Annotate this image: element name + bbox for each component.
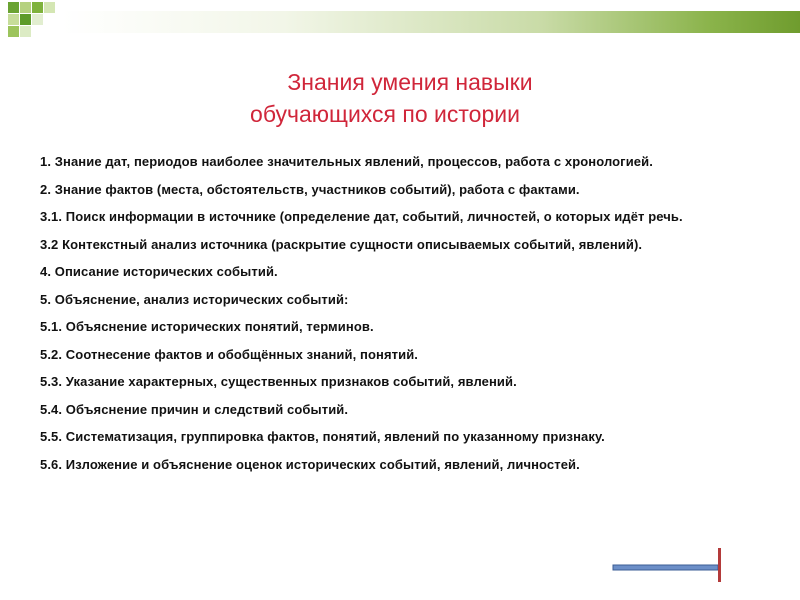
list-item: 5.1. Объяснение исторических понятий, терминов. <box>40 319 374 334</box>
pointer-bar-decoration <box>612 546 724 584</box>
title-line-2: обучающихся по истории <box>250 101 520 127</box>
list-item: 5.5. Систематизация, группировка фактов, понятий, явлений по указанному признаку. <box>40 429 605 444</box>
list-item: 2. Знание фактов (места, обстоятельств, участников событий), работа с фактами. <box>40 181 580 197</box>
list-item: 3.2 Контекстный анализ источника (раскрытие сущности описываемых событий, явлений). <box>40 236 643 252</box>
list-item: 5.2. Соотнесение фактов и обобщённых знаний, понятий. <box>40 346 419 362</box>
corner-squares-decoration <box>0 0 60 48</box>
list-item: 1. Знание дат, периодов наиболее значительных явлений, процессов, работа с хронологией. <box>40 154 653 169</box>
list-item: 5. Объяснение, анализ исторических событий: <box>40 291 349 307</box>
header-gradient-bar <box>62 11 800 33</box>
list-item: 5.6. Изложение и объяснение оценок исторических событий, явлений, личностей. <box>40 456 580 472</box>
list-item: 5.4. Объяснение причин и следствий событий. <box>40 401 349 417</box>
list-item: 4. Описание исторических событий. <box>40 264 278 279</box>
slide-title <box>0 66 800 130</box>
title-line-1: Знания умения навыки <box>287 69 533 95</box>
list-item: 5.3. Указание характерных, существенных признаков событий, явлений. <box>40 374 517 389</box>
skills-list <box>40 152 710 482</box>
list-item: 3.1. Поиск информации в источнике (определение дат, событий, личностей, о которых идёт речь. <box>40 209 683 224</box>
